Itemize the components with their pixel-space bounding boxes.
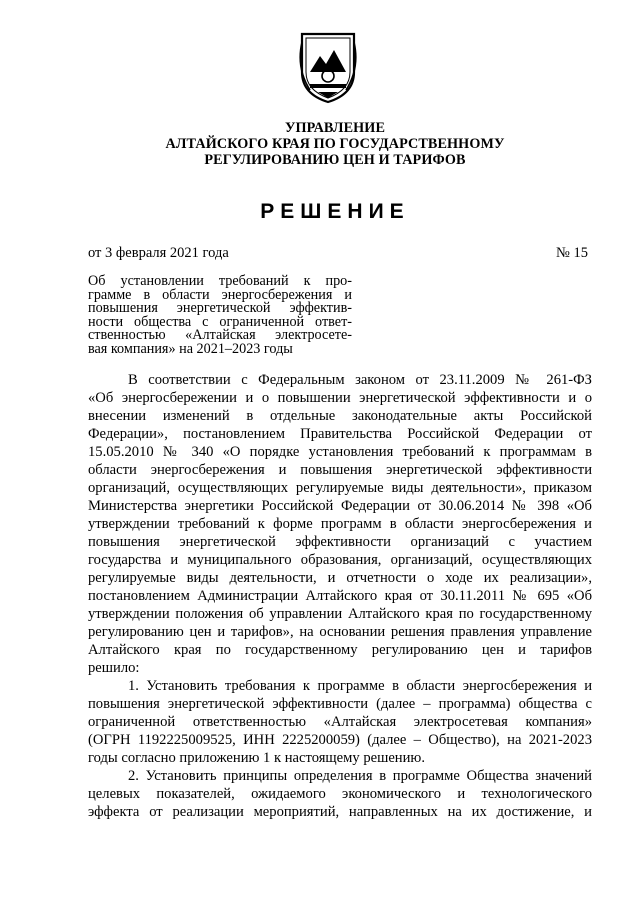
- document-body: [88, 371, 592, 821]
- body-line: регулированию цен и тарифов», на основании решения правления управление: [88, 624, 592, 640]
- coat-of-arms-emblem: [296, 28, 360, 104]
- body-line: решило:: [88, 660, 140, 676]
- header-line-2: АЛТАЙСКОГО КРАЯ ПО ГОСУДАРСТВЕННОМУ: [165, 136, 505, 152]
- subject-line: грамме в области энергосбережения и: [88, 286, 352, 303]
- subject-line: повышения энергетической эффектив-: [88, 300, 352, 317]
- body-line: регулируемые виды деятельности, и отчетности о ходе их реализации»,: [88, 570, 592, 586]
- subject-line: Об установлении требований к про-: [88, 273, 352, 289]
- header-line-3: РЕГУЛИРОВАНИЮ ЦЕН И ТАРИФОВ: [204, 152, 466, 168]
- subject-line: ственностью «Алтайская электросете-: [88, 327, 352, 344]
- subject-line: ности общества с ограниченной ответ-: [88, 313, 352, 330]
- authority-header: [100, 120, 570, 168]
- body-line: внесении изменений в отдельные законодательные акты Российской: [88, 408, 592, 424]
- body-line: утверждении положения об управлении Алтайского края по государственному: [88, 606, 592, 622]
- body-line: «Об энергосбережении и о повышении энергетической эффективности и о: [88, 390, 592, 406]
- body-line: государства и муниципального образования, организаций, осуществляющих: [88, 552, 592, 568]
- body-line: ограниченной ответственностью «Алтайская электросетевая компания»: [88, 714, 592, 730]
- document-date: от 3 февраля 2021 года: [88, 245, 229, 261]
- body-line: организаций, осуществляющих регулируемые виды деятельности», приказом: [88, 480, 592, 496]
- body-line: годы согласно приложению 1 к настоящему решению.: [88, 750, 425, 766]
- body-line: Федерации», постановлением Правительства Российской Федерации от: [88, 426, 592, 442]
- body-line: постановлением Администрации Алтайского края от 30.11.2011 № 695 «Об: [88, 588, 592, 604]
- body-line: эффекта от реализации мероприятий, направленных на их достижение, и: [88, 804, 592, 820]
- document-number: № 15: [556, 245, 588, 261]
- header-line-1: УПРАВЛЕНИЕ: [284, 120, 386, 136]
- body-line: повышения энергетической эффективности (далее – программа) общества с: [88, 696, 592, 712]
- body-line: В соответствии с Федеральным законом от 23.11.2009 № 261-ФЗ: [128, 372, 592, 388]
- body-line: (ОГРН 1192225009525, ИНН 2225200059) (далее – Общество), на 2021-2023: [88, 732, 592, 748]
- body-line: целевых показателей, ожидаемого экономического и технологического: [88, 786, 592, 802]
- document-type-title: РЕШЕНИЕ: [260, 200, 410, 223]
- body-line: Алтайского края по государственному регулированию цен и тарифов: [88, 642, 592, 658]
- body-line: 2. Установить принципы определения в программе Общества значений: [128, 768, 592, 784]
- body-line: области энергосбережения и повышения энергетической эффективности: [88, 462, 592, 478]
- body-line: Министерства энергетики Российской Федерации от 30.06.2014 № 398 «Об: [88, 498, 592, 514]
- document-subject: [88, 275, 352, 357]
- body-line: 1. Установить требования к программе в области энергосбережения и: [128, 678, 592, 694]
- subject-line: вая компания» на 2021–2023 годы: [88, 340, 293, 357]
- body-line: утверждении требований к форме программ в области энергосбережения и: [88, 516, 592, 532]
- body-line: 15.05.2010 № 340 «О порядке установления требований к программам в: [88, 444, 592, 460]
- body-line: повышения энергетической эффективности организаций с участием: [88, 534, 592, 550]
